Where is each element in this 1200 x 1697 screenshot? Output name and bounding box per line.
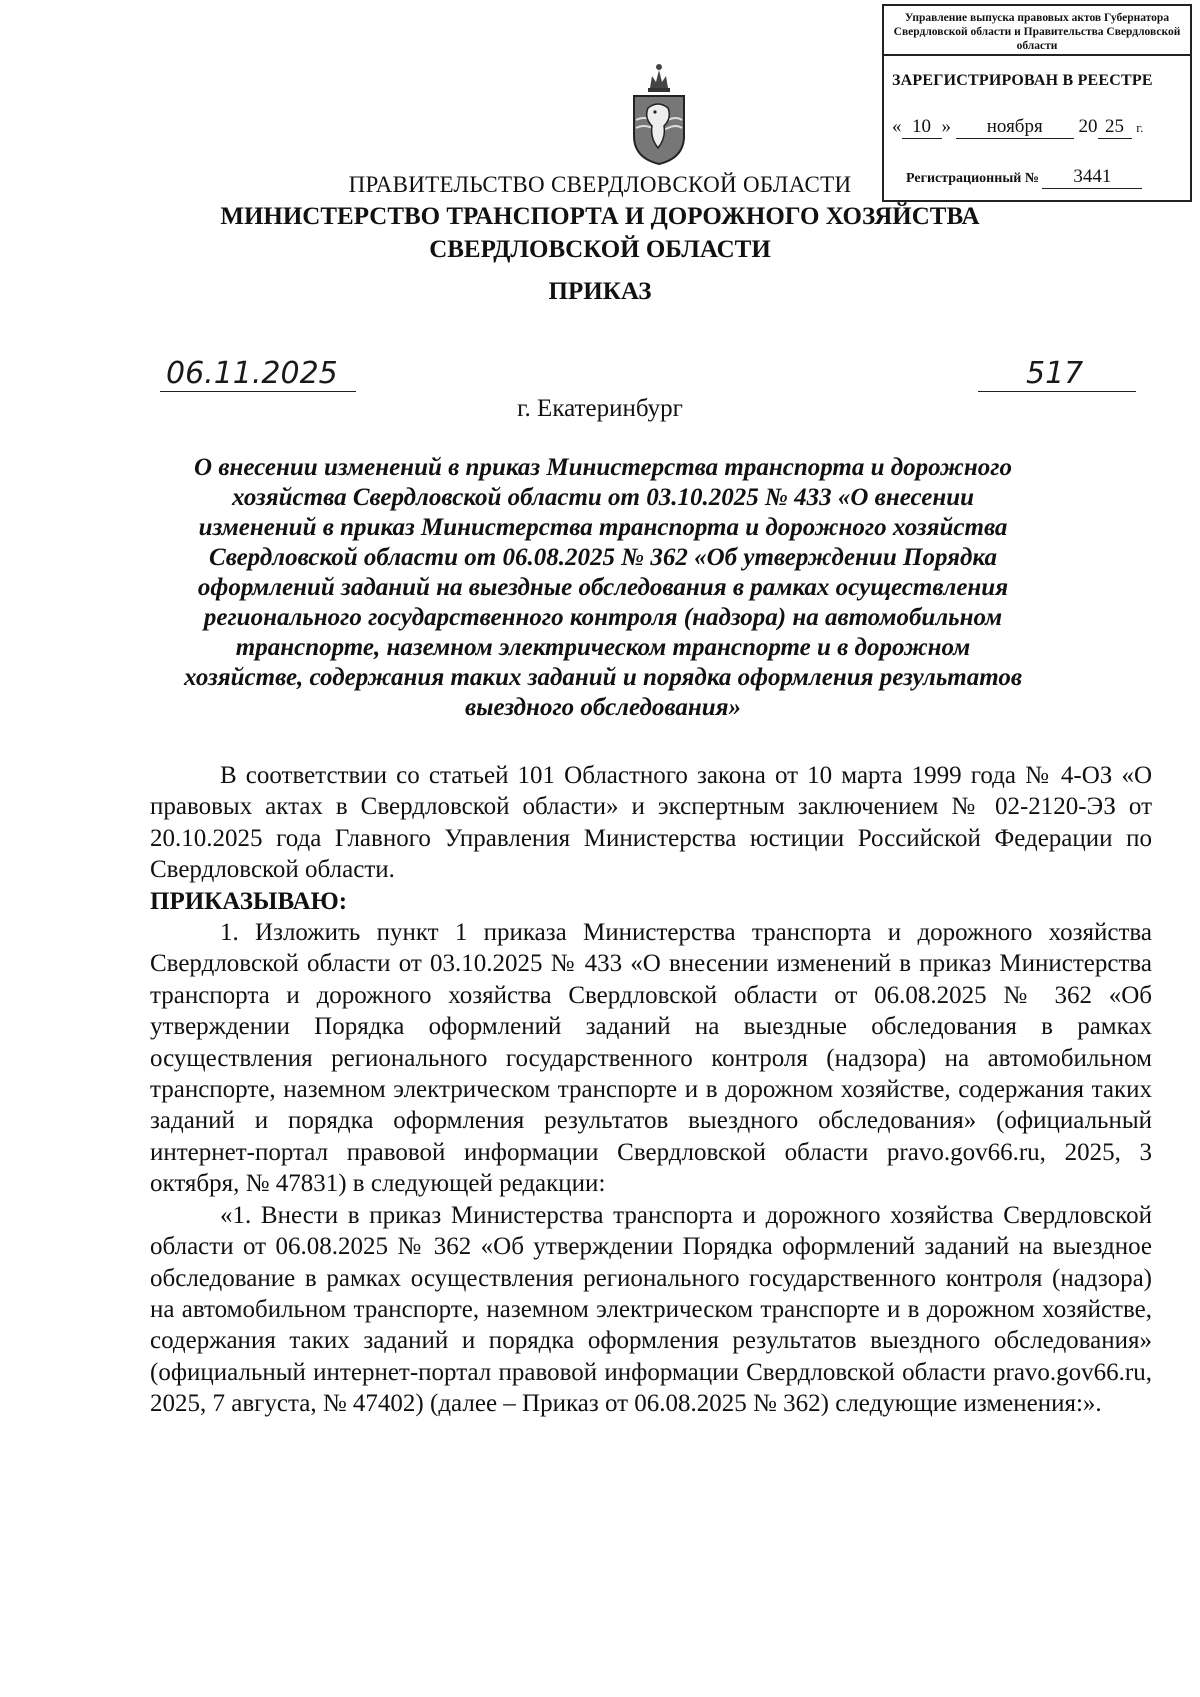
command-heading: ПРИКАЗЫВАЮ: [150,887,348,915]
stamp-reg-number: 3441 [1042,166,1142,189]
stamp-year-suffix: 25 [1098,116,1132,139]
stamp-date [892,116,1143,139]
preamble-paragraph: В соответствии со статьей 101 Областного закона от 10 марта 1999 года № 4-ОЗ «О правовых актах в Свердловской области» и экспертным заключением № 02-2120-ЭЗ от 20.10.2025 года Главного Управления Министерства юстиции Российской Федерации по Свердловской области. [150,762,1152,884]
handwritten-number: 517 [978,356,1136,392]
stamp-month: ноября [956,116,1074,139]
stamp-day: 10 [902,116,942,139]
stamp-header: Управление выпуска правовых актов Губернатора Свердловской области и Правительства Свердловской области [884,6,1190,56]
ministry-line-1: МИНИСТЕРСТВО ТРАНСПОРТА И ДОРОЖНОГО ХОЗЯЙСТВА [220,203,980,230]
ministry-heading [100,200,1100,266]
government-heading: ПРАВИТЕЛЬСТВО СВЕРДЛОВСКОЙ ОБЛАСТИ [348,172,852,197]
stamp-registered-label: ЗАРЕГИСТРИРОВАН В РЕЕСТРЕ [892,72,1153,89]
stamp-reg-label: Регистрационный № [906,171,1039,186]
item-1-paragraph: 1. Изложить пункт 1 приказа Министерства транспорта и дорожного хозяйства Свердловской области от 03.10.2025 № 433 «О внесении изменений в приказ Министерства транспорта и дорожного хозяйства Свердловской области от 06.08.2025 № 362 «Об утверждении Порядка оформлений заданий на выездные обследования в рамках осуществления регионального государственного контроля (надзора) на автомобильном транспорте, наземном электрическом транспорте и в дорожном хозяйстве, содержания таких заданий и порядка оформления результатов выездного обследования» (официальный интернет-портал правовой информации Свердловской области pravo.gov66.ru, 2025, 3 октября, № 47831) в следующей редакции: [150,919,1152,1198]
document-title: О внесении изменений в приказ Министерства транспорта и дорожного хозяйства Свердловской области от 03.10.2025 № 433 «О внесении изменений в приказ Министерства транспорта и дорожного хозяйства Свердловской области от 06.08.2025 № 362 «Об утверждении Порядка оформлений заданий на выездные обследования в рамках осуществления регионального государственного контроля (надзора) на автомобильном транспорте, наземном электрическом транспорте и в дорожном хозяйстве, содержания таких заданий и порядка оформления результатов выездного обследования» [183,454,1023,721]
sverdlovsk-coat-of-arms-icon [628,62,690,166]
ministry-line-2: СВЕРДЛОВСКОЙ ОБЛАСТИ [429,236,771,263]
city-line: г. Екатеринбург [517,395,683,422]
stamp-year-prefix: 20 [1078,116,1098,137]
stamp-year-unit: г. [1136,120,1144,135]
registration-stamp [882,4,1192,202]
stamp-open-quote: « [892,116,902,137]
stamp-number-row [906,166,1142,189]
handwritten-date: 06.11.2025 [160,356,356,392]
document-body [150,760,1152,1420]
document-type: ПРИКАЗ [548,278,652,305]
item-1-quote-paragraph: «1. Внести в приказ Министерства транспорта и дорожного хозяйства Свердловской области от 06.08.2025 № 362 «Об утверждении Порядка оформлений заданий на выездное обследование в рамках осуществления регионального государственного контроля (надзора) на автомобильном транспорте, наземном электрическом транспорте и в дорожном хозяйстве, содержания таких заданий и порядка оформления результатов выездного обследования» (официальный интернет-портал правовой информации Свердловской области pravo.gov66.ru, 2025, 7 августа, № 47402) (далее – Приказ от 06.08.2025 № 362) следующие изменения:». [150,1201,1152,1418]
stamp-close-quote: » [941,116,951,137]
